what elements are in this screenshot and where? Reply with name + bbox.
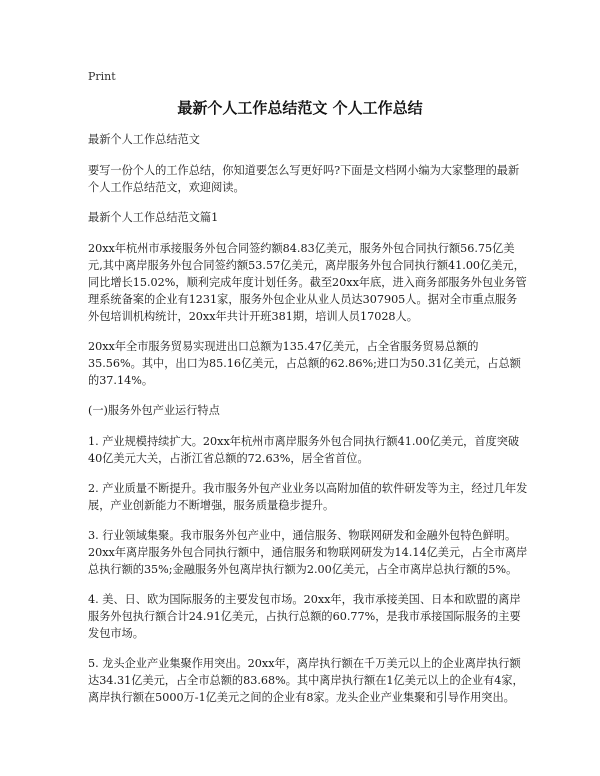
section-heading: 最新个人工作总结范文: [88, 133, 200, 146]
intro-paragraph: 要写一份个人的工作总结，你知道要怎么写更好吗?下面是文档网小编为大家整理的最新个人工作总结范文，欢迎阅读。: [88, 164, 520, 194]
document-body: [88, 131, 528, 719]
list-item: 1. 产业规模持续扩大。20xx年杭州市离岸服务外包合同执行额41.00亿美元，首度突破40亿美元大关，占浙江省总额的72.63%，居全省首位。: [88, 435, 520, 465]
list-item: 2. 产业质量不断提升。我市服务外包产业业务以高附加值的软件研发等为主，经过几年发展，产业创新能力不断增强，服务质量稳步提升。: [88, 482, 528, 512]
list-item: 5. 龙头企业产业集聚作用突出。20xx年，离岸执行额在千万美元以上的企业离岸执行额达34.31亿美元，占全市总额的83.68%。其中离岸执行额在1亿美元以上的企业有4家，离岸执行额在5000万-1亿美元之间的企业有8家。龙头企业产业集聚和引导作用突出。: [88, 657, 524, 704]
list-item: 3. 行业领域集聚。我市服务外包产业中，通信服务、物联网研发和金融外包特色鲜明。20xx年离岸服务外包合同执行额中，通信服务和物联网研发为14.14亿美元，占全市离岸总执行额的35%;金融服务外包离岸执行额为2.00亿美元，占全市离岸总执行额的5%。: [88, 529, 528, 576]
paragraph: 20xx年全市服务贸易实现进出口总额为135.47亿美元，占全省服务贸易总额的35.56%。其中，出口为85.16亿美元，占总额的62.86%;进口为50.31亿美元，占总额的37.14%。: [88, 340, 521, 387]
page-title: 最新个人工作总结范文 个人工作总结: [177, 99, 423, 117]
paragraph: 20xx年杭州市承接服务外包合同签约额84.83亿美元，服务外包合同执行额56.75亿美元,其中离岸服务外包合同签约额53.57亿美元，离岸服务外包合同执行额41.00亿美元，同比增长15.02%，顺利完成年度计划任务。截至20xx年底，进入商务部服务外包业务管理系统备案的企业有1231家，服务外包企业从业人员达307905人。据对全市重点服务外包培训机构统计，20xx年共计开班381期，培训人员17028人。: [88, 242, 527, 323]
subsection-heading: 最新个人工作总结范文篇1: [88, 211, 219, 224]
print-label[interactable]: Print: [88, 70, 116, 83]
list-item: 4. 美、日、欧为国际服务的主要发包市场。20xx年，我市承接美国、日本和欧盟的离岸服务外包执行额合计24.91亿美元，占执行总额的60.77%，是我市承接国际服务的主要发包市场。: [88, 593, 521, 640]
subsection-heading: (一)服务外包产业运行特点: [88, 404, 220, 417]
